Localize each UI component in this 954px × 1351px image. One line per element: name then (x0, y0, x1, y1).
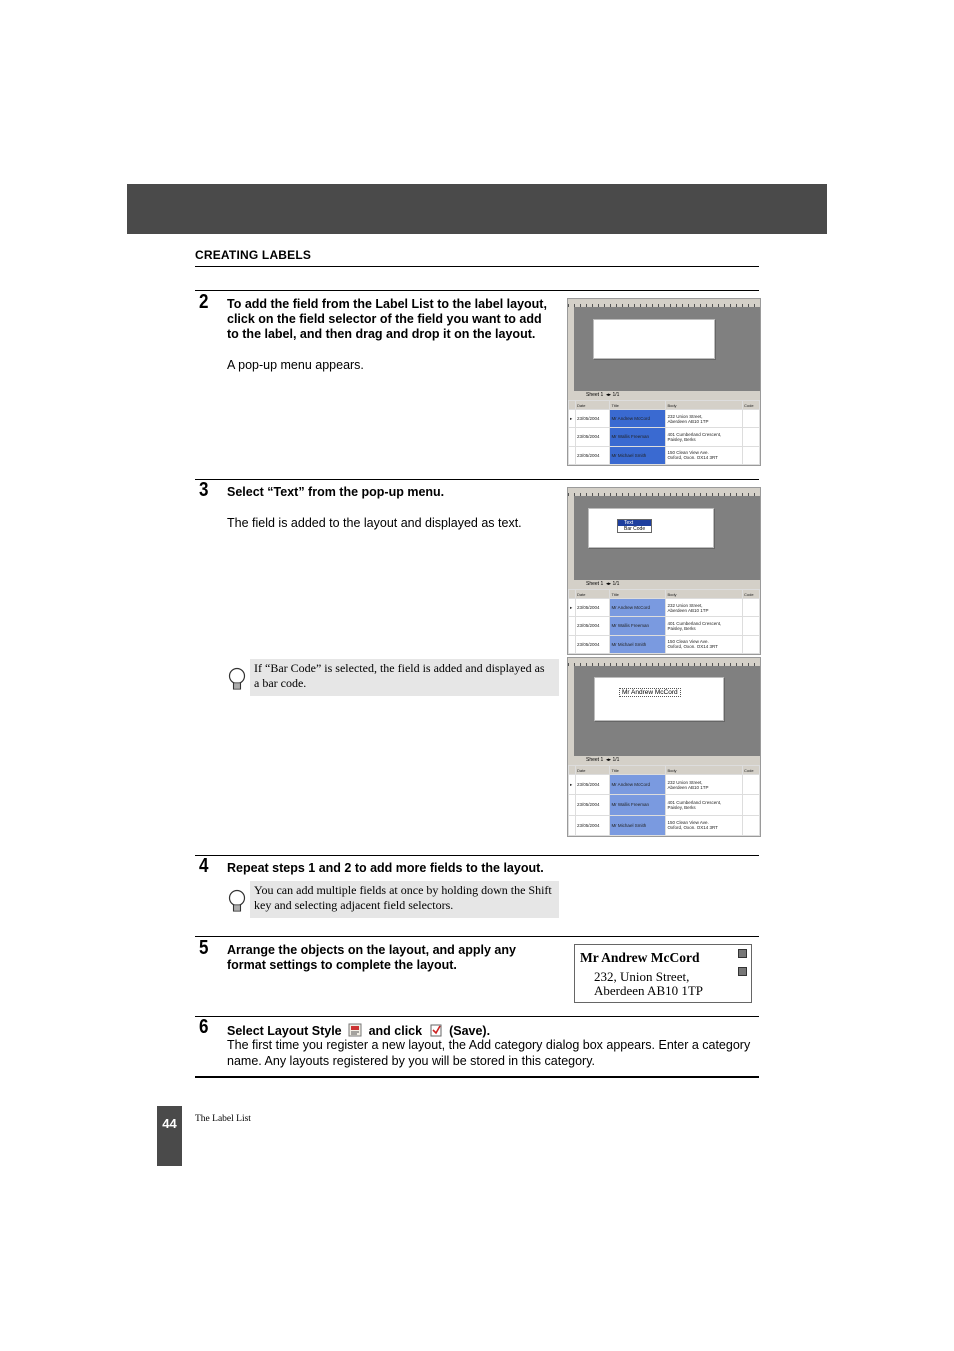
ruler-top (568, 299, 760, 307)
note-line: key and selecting adjacent field selectors. (254, 898, 454, 912)
body-line: name. Any layouts registered by you will be stored in this category. (227, 1053, 596, 1068)
step-instruction: Repeat steps 1 and 2 to add more fields to the layout. (227, 861, 544, 875)
page-indicator: 1/1 (612, 757, 620, 763)
step-divider (195, 855, 759, 856)
step-body: The field is added to the layout and displayed as text. (227, 516, 522, 530)
placed-text-object[interactable]: Mr Andrew McCord (619, 688, 681, 697)
step-number: 5 (199, 937, 209, 959)
label-list-grid (568, 400, 760, 465)
screenshot-layout-drag (567, 298, 761, 466)
sheet-tab-bar: Sheet 1 ◂▸ 1/1 (574, 391, 760, 400)
label-canvas (593, 319, 715, 359)
table-row[interactable]: 23/05/2004 Mr Michael Smith 150 Clean View Ave. Oxford, Oxon. OX14 3RT (569, 446, 760, 464)
screenshot-popup-menu (567, 487, 761, 655)
step-number: 2 (199, 291, 209, 313)
instruction-line: click on the field selector of the field you want to add (227, 312, 542, 326)
popup-item-text[interactable]: Text (618, 520, 651, 526)
page-indicator: 1/1 (612, 581, 620, 587)
lightbulb-icon (228, 889, 246, 915)
label-canvas (594, 677, 724, 721)
table-row[interactable]: 23/05/2004 Mr Wallis Freeman 401 Cumberland Crescent, Paisley, Berks (569, 428, 760, 446)
note-line: If “Bar Code” is selected, the field is added and displayed as (254, 661, 545, 675)
popup-item-bar-code[interactable]: Bar Code (624, 526, 646, 532)
step-instruction (227, 943, 557, 973)
sheet-tab-bar: Sheet 1 ◂▸ 1/1 (574, 756, 760, 765)
instruction-line: To add the field from the Label List to the label layout, (227, 297, 547, 311)
instruction-text: Select Layout Style (227, 1024, 342, 1038)
step-divider (195, 479, 759, 480)
popup-menu (617, 519, 652, 533)
grid-header: Code (743, 401, 760, 410)
label-list-grid: Date Title Body Code ▸ 23/05/2004 Mr Andrew McCord 232 Union Street, Aberdeen AB10 1TP 23/05/2004 Mr Wallis Freeman 401 Cumberland Crescent, Paisley, Berks 23/05/2004 Mr Michael Smith 150 Clean View Ave. Oxford, Oxon. OX14 3RT (568, 765, 760, 836)
finished-label-preview (574, 944, 752, 1003)
section-rule (195, 266, 759, 267)
instruction-line: Arrange the objects on the layout, and apply any (227, 943, 516, 957)
hint-note (250, 659, 559, 696)
step-body: A pop-up menu appears. (227, 358, 364, 372)
footer-chapter: The Label List (195, 1114, 251, 1124)
page-number-tab: 44 (157, 1106, 182, 1166)
note-line: You can add multiple fields at once by holding down the Shift (254, 883, 552, 897)
instruction-text: and click (368, 1024, 423, 1038)
step-divider (195, 936, 759, 937)
instruction-text: (Save). (449, 1024, 491, 1038)
label-list-grid: Date Title Body Code ▸ 23/05/2004 Mr Andrew McCord 232 Union Street, Aberdeen AB10 1TP 23/05/2004 Mr Wallis Freeman 401 Cumberland Crescent, Paisley, Berks 23/05/2004 Mr Michael Smith 150 Clean View Ave. Oxford, Oxon. OX14 3RT (568, 589, 760, 654)
step-number: 6 (199, 1016, 209, 1038)
table-row[interactable]: 23/05/2004 Mr Michael Smith 150 Clean View Ave. Oxford, Oxon. OX14 3RT (569, 635, 760, 653)
grid-header: Title (610, 401, 666, 410)
grid-header: Body (666, 401, 743, 410)
resize-handle-icon[interactable] (738, 949, 747, 958)
instruction-line: format settings to complete the layout. (227, 958, 457, 972)
save-icon (429, 1023, 443, 1037)
layout-style-icon (348, 1023, 362, 1037)
sheet-tab[interactable]: Sheet 1 (586, 757, 604, 763)
step-instruction (227, 297, 557, 342)
step-instruction (227, 1023, 490, 1039)
step-body (227, 1038, 767, 1069)
table-row[interactable]: ▸ 23/05/2004 Mr Andrew McCord 232 Union Street, Aberdeen AB10 1TP (569, 410, 760, 428)
step-divider (195, 1016, 759, 1017)
note-line: a bar code. (254, 676, 307, 690)
step-divider (195, 290, 759, 291)
grid-header: Date (576, 401, 610, 410)
hint-note (250, 881, 559, 918)
table-row[interactable]: 23/05/2004 Mr Wallis Freeman 401 Cumberland Crescent, Paisley, Berks (569, 617, 760, 635)
label-address-line: 232, Union Street, (594, 969, 690, 984)
header-band (127, 184, 827, 234)
table-row[interactable]: ▸ 23/05/2004 Mr Andrew McCord 232 Union Street, Aberdeen AB10 1TP (569, 775, 760, 795)
sheet-tab-bar: Sheet 1 ◂▸ 1/1 (574, 580, 760, 589)
lightbulb-icon (228, 667, 246, 693)
ruler-top (568, 488, 760, 496)
resize-handle-icon[interactable] (738, 967, 747, 976)
body-line: The first time you register a new layout, the Add category dialog box appears. Enter a category (227, 1038, 751, 1052)
sheet-tab[interactable]: Sheet 1 (586, 581, 604, 587)
section-end-rule (195, 1076, 759, 1078)
label-address-line: Aberdeen AB10 1TP (594, 983, 704, 998)
section-title: CREATING LABELS (195, 248, 312, 262)
step-number: 4 (199, 855, 209, 877)
instruction-line: to the label, and then drag and drop it on the layout. (227, 327, 536, 341)
sheet-tab[interactable]: Sheet 1 (586, 392, 604, 398)
ruler-top (568, 658, 760, 666)
table-row[interactable]: ▸ 23/05/2004 Mr Andrew McCord 232 Union Street, Aberdeen AB10 1TP (569, 599, 760, 617)
step-number: 3 (199, 479, 209, 501)
table-row[interactable]: 23/05/2004 Mr Wallis Freeman 401 Cumberland Crescent, Paisley, Berks (569, 795, 760, 815)
table-row[interactable]: 23/05/2004 Mr Michael Smith 150 Clean View Ave. Oxford, Oxon. OX14 3RT (569, 815, 760, 835)
screenshot-text-added (567, 657, 761, 837)
step-instruction: Select “Text” from the pop-up menu. (227, 485, 445, 499)
label-name-text: Mr Andrew McCord (580, 950, 700, 965)
page-indicator: 1/1 (612, 392, 620, 398)
